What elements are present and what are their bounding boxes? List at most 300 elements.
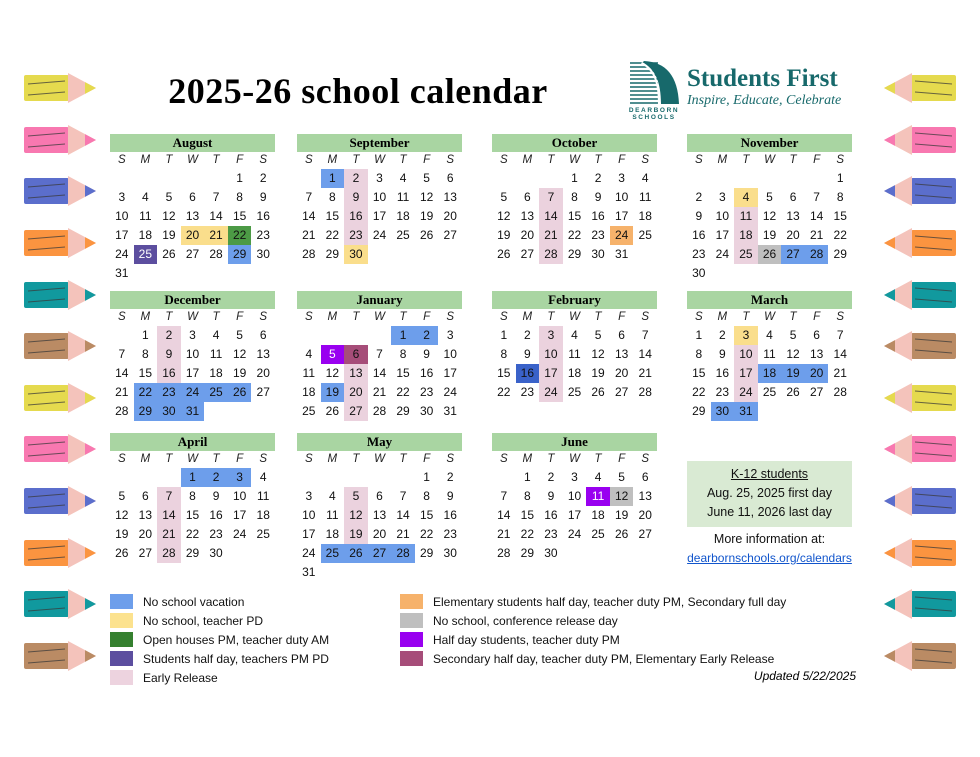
day-cell: 13 <box>809 347 824 361</box>
day-cell: 21 <box>157 525 181 544</box>
day-cell: 24 <box>567 527 582 541</box>
empty-cell <box>110 169 134 188</box>
day-cell: 28 <box>391 544 415 563</box>
day-cell: 28 <box>209 247 223 261</box>
weekday-letter: M <box>717 311 728 323</box>
day-cell: 13 <box>372 508 387 522</box>
day-cell: 3 <box>305 489 313 503</box>
day-cell: 27 <box>443 228 457 242</box>
weekday-letter: M <box>522 311 533 323</box>
day-cell: 2 <box>344 169 368 188</box>
day-cell: 15 <box>185 508 200 522</box>
day-cell: 13 <box>786 209 800 223</box>
day-cell: 13 <box>443 190 457 204</box>
day-cell: 15 <box>692 366 706 380</box>
day-cell: 6 <box>259 328 267 342</box>
day-cell: 29 <box>419 546 434 560</box>
day-cell: 18 <box>734 226 758 245</box>
day-cell: 1 <box>423 470 430 484</box>
legend-label: Open houses PM, teacher duty AM <box>143 632 330 647</box>
month-header: November <box>687 134 852 152</box>
day-cell: 12 <box>610 487 634 506</box>
day-cell: 13 <box>344 364 368 383</box>
day-cell: 28 <box>805 245 829 264</box>
day-cell: 20 <box>805 364 829 383</box>
weekday-letter: T <box>742 311 750 323</box>
day-cell: 30 <box>419 404 434 418</box>
empty-cell <box>297 468 321 487</box>
weekday-row <box>492 451 657 468</box>
day-cell: 3 <box>376 171 383 185</box>
day-cell: 14 <box>638 347 652 361</box>
day-cell: 16 <box>516 364 540 383</box>
empty-cell <box>687 169 711 188</box>
day-cell: 23 <box>419 385 434 399</box>
day-cell: 12 <box>325 366 340 380</box>
legend-label: No school vacation <box>143 594 245 609</box>
pencil-icon <box>884 277 958 313</box>
day-cell: 22 <box>520 527 535 541</box>
pencil-icon <box>22 431 96 467</box>
day-cell: 17 <box>185 366 200 380</box>
day-cell: 21 <box>372 385 387 399</box>
day-cell: 15 <box>325 209 340 223</box>
day-cell: 28 <box>372 404 387 418</box>
weekday-letter: T <box>399 154 407 166</box>
weekday-letter: M <box>140 311 151 323</box>
pencil-icon <box>884 431 958 467</box>
empty-cell <box>110 326 134 345</box>
day-cell: 29 <box>692 404 706 418</box>
empty-cell <box>758 169 782 188</box>
legend-item <box>110 592 329 611</box>
day-cell: 14 <box>157 506 181 525</box>
day-cell: 25 <box>134 245 158 264</box>
day-cell: 13 <box>138 508 153 522</box>
weekday-row <box>297 451 462 468</box>
calendar-website-link[interactable]: dearbornschools.org/calendars <box>687 551 852 565</box>
weekday-letter: S <box>117 311 126 323</box>
month-february <box>492 291 657 402</box>
day-cell: 11 <box>568 347 581 361</box>
day-cell: 19 <box>321 383 345 402</box>
day-cell: 29 <box>325 247 340 261</box>
day-cell: 26 <box>786 385 800 399</box>
weekday-letter: S <box>641 154 650 166</box>
weekday-letter: F <box>813 154 821 166</box>
day-cell: 30 <box>344 245 368 264</box>
day-cell: 17 <box>115 228 129 242</box>
day-cell: 2 <box>259 171 267 185</box>
empty-cell <box>368 468 392 487</box>
day-cell: 29 <box>396 404 410 418</box>
day-cell: 10 <box>715 209 730 223</box>
weekday-letter: S <box>499 311 508 323</box>
day-cell: 8 <box>571 190 578 204</box>
weekday-letter: F <box>618 154 626 166</box>
day-cell: 18 <box>302 385 316 399</box>
day-cell: 1 <box>181 468 205 487</box>
weekday-letter: M <box>522 453 533 465</box>
day-cell: 4 <box>259 470 267 484</box>
day-cell: 16 <box>256 209 270 223</box>
day-cell: 8 <box>142 347 149 361</box>
pencil-icon <box>884 122 958 158</box>
day-cell: 20 <box>138 527 153 541</box>
legend-left-column <box>110 592 329 687</box>
day-cell: 28 <box>539 245 563 264</box>
day-cell: 18 <box>138 228 153 242</box>
month-june <box>492 433 657 563</box>
weekday-letter: M <box>522 154 533 166</box>
day-cell: 30 <box>157 402 181 421</box>
day-cell: 9 <box>719 347 726 361</box>
pencil-icon <box>884 586 958 622</box>
day-cell: 15 <box>567 209 582 223</box>
day-cell: 23 <box>544 527 558 541</box>
day-cell: 27 <box>781 245 805 264</box>
weekday-letter: S <box>836 311 845 323</box>
weekday-letter: W <box>374 154 385 166</box>
weekday-row <box>687 152 852 169</box>
day-cell: 24 <box>302 546 316 560</box>
legend-item <box>110 668 329 687</box>
day-cell: 8 <box>399 347 407 361</box>
pencil-icon <box>22 173 96 209</box>
day-cell: 18 <box>758 364 782 383</box>
day-cell: 26 <box>228 383 252 402</box>
legend-item <box>110 630 329 649</box>
empty-cell <box>516 169 540 188</box>
logo-mark-wrap <box>628 60 680 121</box>
month-march <box>687 291 852 421</box>
day-cell: 19 <box>344 525 368 544</box>
day-cell: 12 <box>344 506 368 525</box>
day-cell: 21 <box>809 228 824 242</box>
day-cell: 12 <box>786 347 800 361</box>
pencil-icon <box>884 535 958 571</box>
pencil-icon <box>22 277 96 313</box>
month-header: May <box>297 433 462 451</box>
day-cell: 29 <box>228 245 252 264</box>
pencil-icon <box>22 638 96 674</box>
page-title: 2025-26 school calendar <box>168 71 548 111</box>
day-cell: 22 <box>419 527 434 541</box>
day-cell: 5 <box>766 190 773 204</box>
day-cell: 21 <box>497 527 511 541</box>
day-cell: 15 <box>232 209 247 223</box>
weekday-letter: T <box>352 311 360 323</box>
legend-color-swatch <box>110 670 133 685</box>
day-cell: 21 <box>638 366 652 380</box>
day-cell: 27 <box>520 247 535 261</box>
weekday-letter: F <box>618 311 626 323</box>
pencil-icon <box>22 586 96 622</box>
day-cell: 2 <box>547 470 555 484</box>
day-cell: 16 <box>692 228 706 242</box>
weekday-letter: M <box>327 154 338 166</box>
day-cell: 19 <box>497 228 511 242</box>
logo-tagline: Inspire, Educate, Celebrate <box>687 93 842 108</box>
empty-cell <box>204 169 228 188</box>
weekday-letter: W <box>374 453 385 465</box>
day-cell: 25 <box>204 383 228 402</box>
day-cell: 1 <box>500 328 508 342</box>
k12-info-box <box>687 461 852 527</box>
day-cell: 28 <box>497 546 511 560</box>
day-cell: 8 <box>500 347 508 361</box>
day-cell: 6 <box>376 489 383 503</box>
day-cell: 5 <box>500 190 508 204</box>
day-cell: 5 <box>118 489 126 503</box>
day-cell: 30 <box>711 402 735 421</box>
day-cell: 6 <box>618 328 625 342</box>
legend-color-swatch <box>110 613 133 628</box>
day-cell: 11 <box>209 347 223 361</box>
day-cell: 11 <box>638 190 652 204</box>
day-cell: 14 <box>809 209 824 223</box>
day-cell: 21 <box>539 226 563 245</box>
legend-label: Secondary half day, teacher duty PM, Elementary Early Release <box>433 651 775 666</box>
day-cell: 16 <box>591 209 605 223</box>
day-cell: 2 <box>204 468 228 487</box>
weekday-row <box>297 309 462 326</box>
day-cell: 26 <box>344 544 368 563</box>
weekday-letter: T <box>165 453 173 465</box>
day-cell: 14 <box>372 366 387 380</box>
day-cell: 15 <box>833 209 847 223</box>
k12-info-title: K-12 students <box>730 467 809 481</box>
day-cell: 14 <box>833 347 847 361</box>
day-cell: 19 <box>614 508 629 522</box>
day-grid <box>687 326 852 421</box>
day-cell: 5 <box>423 171 430 185</box>
day-cell: 3 <box>571 470 578 484</box>
day-cell: 3 <box>446 328 454 342</box>
day-grid <box>110 468 275 563</box>
day-cell: 6 <box>641 470 649 484</box>
day-cell: 31 <box>614 247 629 261</box>
day-cell: 6 <box>189 190 196 204</box>
day-cell: 11 <box>302 366 316 380</box>
day-cell: 24 <box>539 383 563 402</box>
day-cell: 7 <box>157 487 181 506</box>
weekday-letter: S <box>694 311 703 323</box>
day-cell: 17 <box>232 508 247 522</box>
updated-date: Updated 5/22/2025 <box>753 669 856 683</box>
pencil-icon <box>884 173 958 209</box>
day-grid <box>110 326 275 421</box>
weekday-letter: F <box>618 453 626 465</box>
day-cell: 18 <box>591 508 605 522</box>
day-cell: 9 <box>423 347 430 361</box>
day-cell: 9 <box>594 190 602 204</box>
day-cell: 12 <box>762 209 777 223</box>
day-cell: 19 <box>115 527 129 541</box>
day-cell: 5 <box>344 487 368 506</box>
weekday-letter: S <box>259 453 268 465</box>
day-cell: 25 <box>638 228 652 242</box>
month-april <box>110 433 275 563</box>
day-cell: 17 <box>715 228 730 242</box>
day-cell: 16 <box>157 364 181 383</box>
weekday-letter: T <box>212 154 220 166</box>
weekday-letter: M <box>327 453 338 465</box>
day-cell: 4 <box>766 328 773 342</box>
day-cell: 13 <box>614 347 629 361</box>
day-cell: 2 <box>594 171 602 185</box>
day-cell: 29 <box>833 247 847 261</box>
day-cell: 13 <box>256 347 270 361</box>
empty-cell <box>492 468 516 487</box>
day-cell: 31 <box>181 402 205 421</box>
day-cell: 7 <box>500 489 508 503</box>
day-cell: 28 <box>115 404 129 418</box>
day-cell: 15 <box>138 366 153 380</box>
day-cell: 3 <box>539 326 563 345</box>
day-cell: 26 <box>614 527 629 541</box>
day-cell: 25 <box>321 544 345 563</box>
logo-text <box>687 60 841 109</box>
empty-cell <box>157 468 181 487</box>
empty-cell <box>711 169 735 188</box>
day-cell: 20 <box>520 228 535 242</box>
day-cell: 16 <box>715 366 730 380</box>
month-august <box>110 134 275 283</box>
pencil-icon <box>22 328 96 364</box>
day-cell: 23 <box>157 383 181 402</box>
day-cell: 1 <box>142 328 149 342</box>
day-cell: 20 <box>181 226 205 245</box>
day-cell: 8 <box>423 489 430 503</box>
day-cell: 4 <box>329 489 336 503</box>
weekday-letter: W <box>187 311 198 323</box>
day-cell: 10 <box>302 508 316 522</box>
weekday-letter: W <box>569 154 580 166</box>
day-cell: 24 <box>715 247 730 261</box>
day-cell: 1 <box>321 169 345 188</box>
legend-label: No school, teacher PD <box>143 613 264 628</box>
day-cell: 26 <box>419 228 434 242</box>
day-cell: 23 <box>256 228 270 242</box>
day-cell: 14 <box>396 508 410 522</box>
day-cell: 7 <box>813 190 820 204</box>
day-cell: 6 <box>789 190 797 204</box>
pencil-icon <box>884 638 958 674</box>
weekday-letter: M <box>140 154 151 166</box>
day-cell: 23 <box>692 247 706 261</box>
day-cell: 25 <box>256 527 270 541</box>
weekday-letter: T <box>212 311 220 323</box>
day-cell: 13 <box>638 489 652 503</box>
day-cell: 22 <box>134 383 158 402</box>
day-cell: 22 <box>497 385 511 399</box>
weekday-letter: W <box>187 453 198 465</box>
weekday-letter: T <box>547 311 555 323</box>
day-cell: 10 <box>539 345 563 364</box>
empty-cell <box>321 468 345 487</box>
day-cell: 16 <box>209 508 223 522</box>
day-cell: 24 <box>443 385 457 399</box>
day-cell: 30 <box>591 247 605 261</box>
day-cell: 8 <box>329 190 336 204</box>
day-cell: 22 <box>567 228 582 242</box>
day-cell: 13 <box>520 209 535 223</box>
month-may <box>297 433 462 582</box>
day-cell: 25 <box>396 228 410 242</box>
day-cell: 2 <box>524 328 531 342</box>
day-cell: 25 <box>302 404 316 418</box>
day-cell: 28 <box>302 247 316 261</box>
empty-cell <box>805 169 829 188</box>
day-cell: 14 <box>302 209 316 223</box>
day-cell: 10 <box>185 347 200 361</box>
pencil-icon <box>884 483 958 519</box>
day-cell: 10 <box>115 209 129 223</box>
day-cell: 16 <box>419 366 434 380</box>
day-cell: 1 <box>391 326 415 345</box>
legend-color-swatch <box>400 632 423 647</box>
day-cell: 19 <box>591 366 605 380</box>
logo-org-name: DEARBORN SCHOOLS <box>628 107 680 121</box>
day-cell: 7 <box>376 347 383 361</box>
day-cell: 21 <box>396 527 410 541</box>
weekday-letter: T <box>594 453 602 465</box>
pencil-icon <box>884 380 958 416</box>
empty-cell <box>321 326 345 345</box>
month-header: October <box>492 134 657 152</box>
weekday-letter: T <box>165 311 173 323</box>
day-cell: 10 <box>614 190 629 204</box>
day-cell: 4 <box>641 171 649 185</box>
day-cell: 24 <box>372 228 387 242</box>
day-cell: 26 <box>497 247 511 261</box>
day-cell: 18 <box>396 209 410 223</box>
day-cell: 17 <box>372 209 387 223</box>
weekday-letter: W <box>764 154 775 166</box>
empty-cell <box>368 326 392 345</box>
day-cell: 10 <box>443 347 457 361</box>
weekday-letter: S <box>304 311 313 323</box>
day-cell: 6 <box>813 328 820 342</box>
day-cell: 14 <box>497 508 511 522</box>
legend-right-column <box>400 592 786 668</box>
legend-label: Early Release <box>143 670 218 685</box>
day-grid <box>110 169 275 283</box>
weekday-letter: F <box>813 311 821 323</box>
weekday-letter: S <box>259 311 268 323</box>
day-cell: 28 <box>833 385 847 399</box>
logo-brand: Students First <box>687 65 838 92</box>
legend-label: No school, conference release day <box>433 613 618 628</box>
empty-cell <box>297 326 321 345</box>
empty-cell <box>781 169 805 188</box>
month-october <box>492 134 657 264</box>
legend-color-swatch <box>400 594 423 609</box>
day-cell: 6 <box>446 171 454 185</box>
day-cell: 24 <box>115 247 129 261</box>
day-cell: 26 <box>325 404 340 418</box>
day-cell: 11 <box>256 489 270 503</box>
empty-cell <box>157 169 181 188</box>
day-cell: 30 <box>544 546 558 560</box>
weekday-letter: T <box>352 154 360 166</box>
day-cell: 7 <box>118 347 126 361</box>
month-header: February <box>492 291 657 309</box>
day-cell: 19 <box>162 228 176 242</box>
day-cell: 27 <box>344 402 368 421</box>
day-cell: 18 <box>567 366 582 380</box>
